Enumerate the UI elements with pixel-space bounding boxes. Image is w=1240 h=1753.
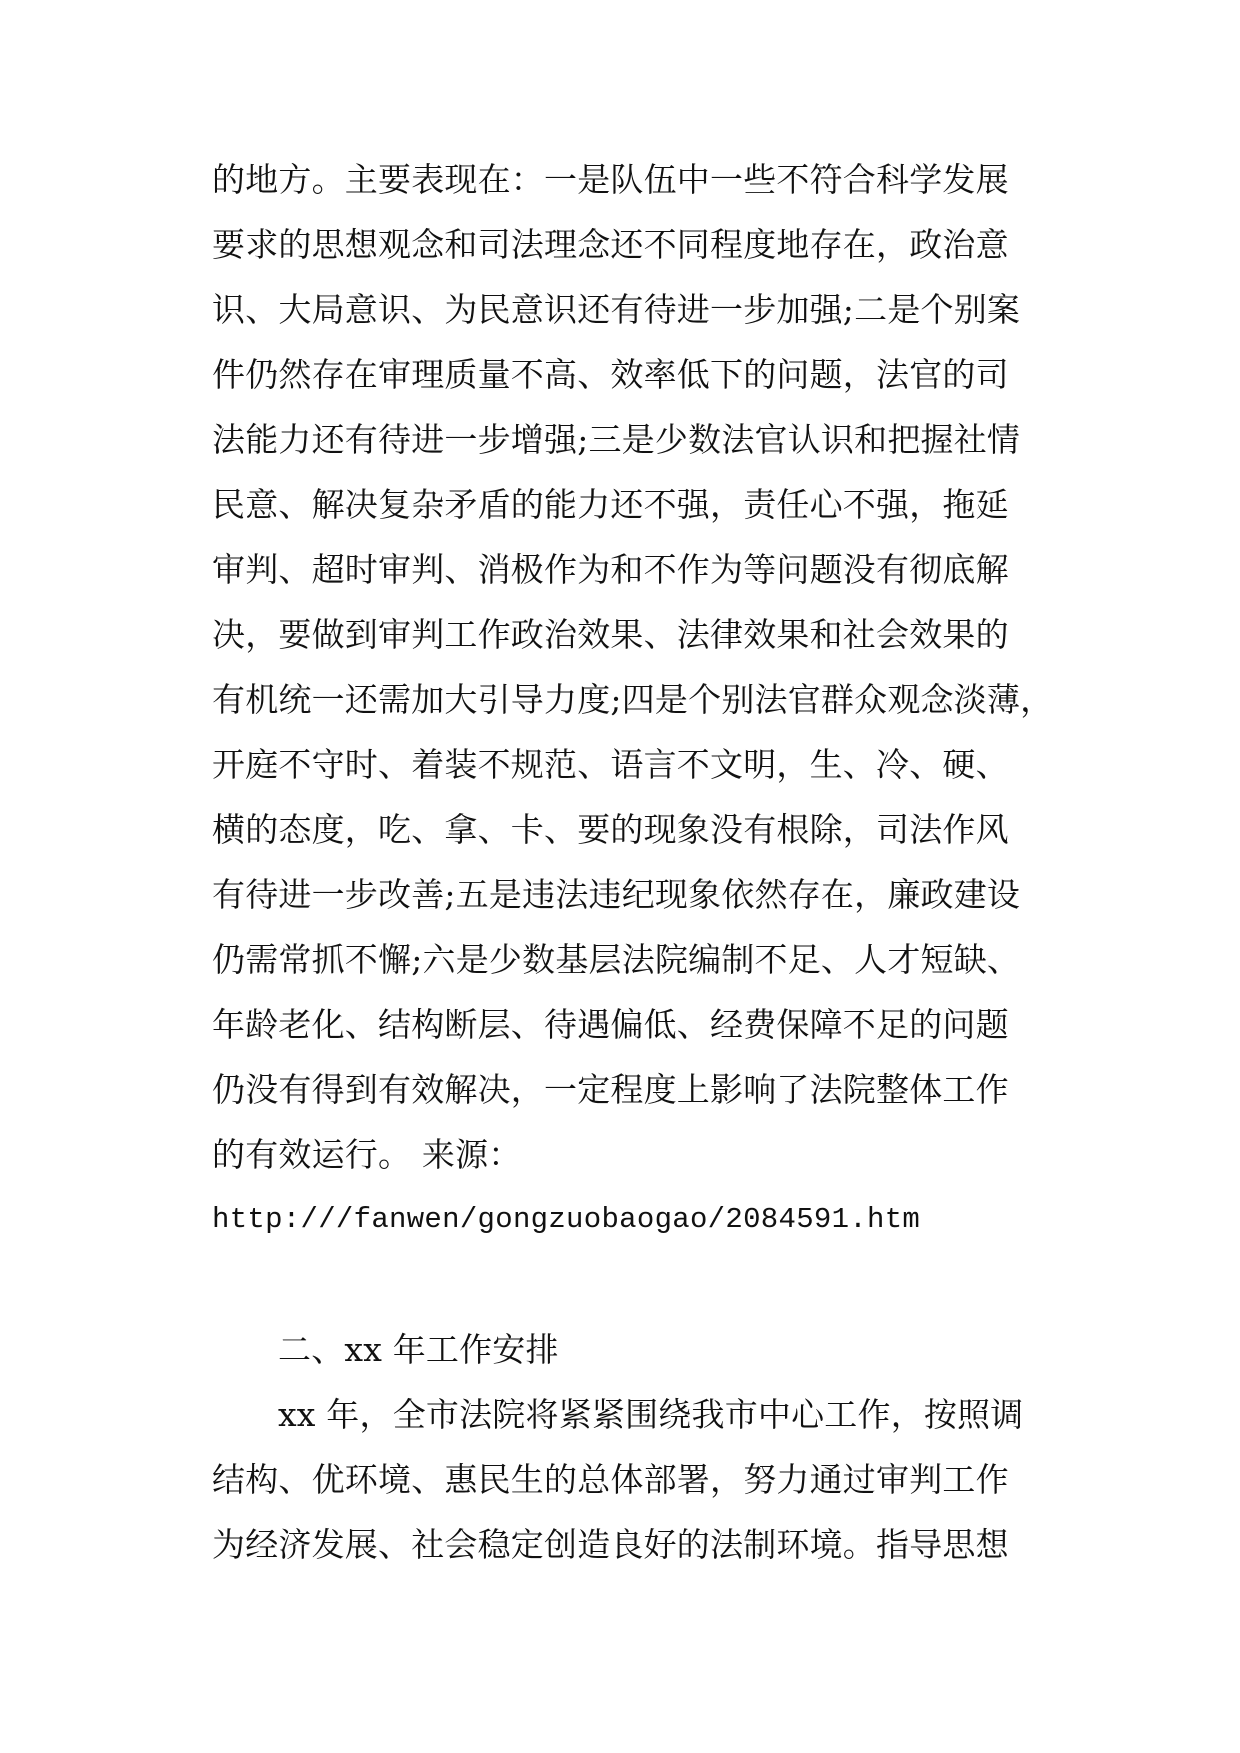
text-line: 决，要做到审判工作政治效果、法律效果和社会效果的 xyxy=(212,615,1009,654)
text-line: 法能力还有待进一步增强;三是少数法官认识和把握社情 xyxy=(212,420,1021,459)
text-line: xx 年，全市法院将紧紧围绕我市中心工作，按照调 xyxy=(278,1395,1024,1434)
text-line: 审判、超时审判、消极作为和不作为等问题没有彻底解 xyxy=(212,550,1009,589)
text-line: 要求的思想观念和司法理念还不同程度地存在，政治意 xyxy=(212,225,1009,264)
text-line: 开庭不守时、着装不规范、语言不文明，生、冷、硬、 xyxy=(212,745,1009,784)
text-line: 为经济发展、社会稳定创造良好的法制环境。指导思想 xyxy=(212,1525,1009,1564)
text-line: 的地方。主要表现在：一是队伍中一些不符合科学发展 xyxy=(212,160,1009,199)
text-line: 仍需常抓不懈;六是少数基层法院编制不足、人才短缺、 xyxy=(212,940,1021,979)
text-line: 的有效运行。 来源： xyxy=(212,1135,522,1174)
text-line: 仍没有得到有效解决，一定程度上影响了法院整体工作 xyxy=(212,1070,1009,1109)
text-line: 民意、解决复杂矛盾的能力还不强，责任心不强，拖延 xyxy=(212,485,1009,524)
text-line: 有机统一还需加大引导力度;四是个别法官群众观念淡薄， xyxy=(212,680,1054,719)
text-line: 有待进一步改善;五是违法违纪现象依然存在，廉政建设 xyxy=(212,875,1021,914)
text-line: 件仍然存在审理质量不高、效率低下的问题，法官的司 xyxy=(212,355,1009,394)
text-line: 结构、优环境、惠民生的总体部署，努力通过审判工作 xyxy=(212,1460,1009,1499)
text-line: 识、大局意识、为民意识还有待进一步加强;二是个别案 xyxy=(212,290,1021,329)
section-heading: 二、xx 年工作安排 xyxy=(278,1330,559,1369)
text-line: 年龄老化、结构断层、待遇偏低、经费保障不足的问题 xyxy=(212,1005,1009,1044)
text-line: 横的态度，吃、拿、卡、要的现象没有根除，司法作风 xyxy=(212,810,1009,849)
source-url: http:///fanwen/gongzuobaogao/2084591.htm xyxy=(212,1203,921,1236)
